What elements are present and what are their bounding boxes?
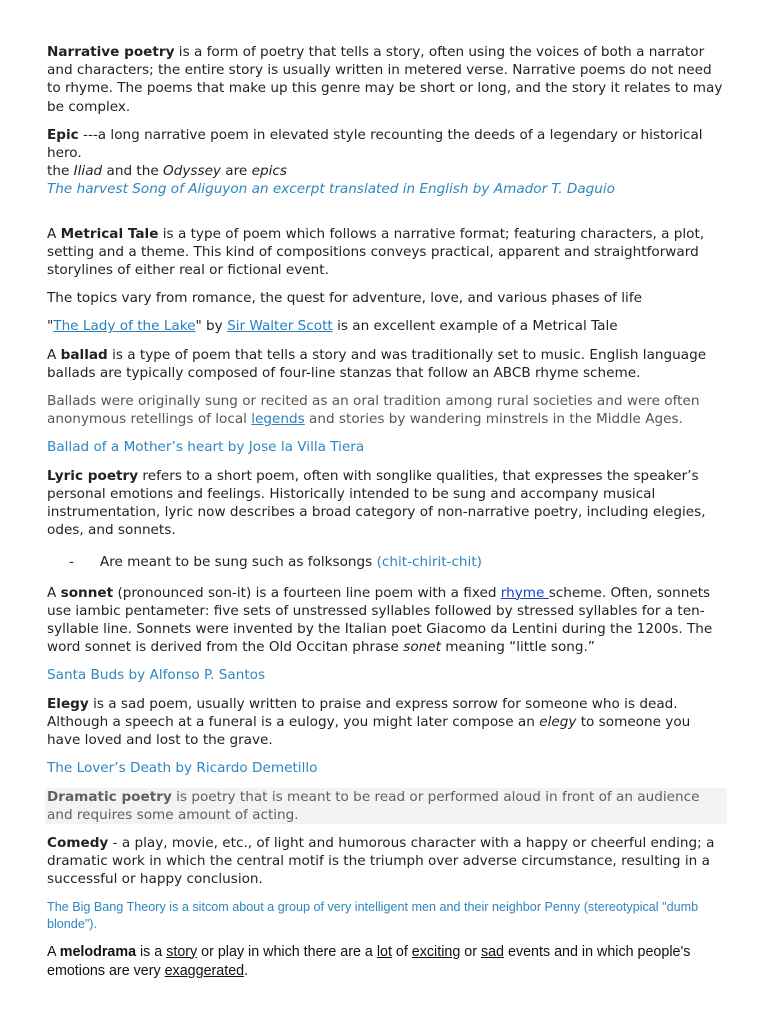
bullet-content [100,553,482,571]
metrical-tale-definition: is a type of poem which follows a narrative format; featuring characters, a plot, setting and a theme. This kind of compositions conveys practical, apparent and straightforward storylines of either real or fictional event. [47,225,705,279]
epic-example-text: The harvest Song of Aliguyon an excerpt translated in English by Amador T. Daguio [47,181,615,198]
epics-word: epics [251,163,287,180]
metrical-example-tail: is an excellent example of a Metrical Tale [332,318,618,335]
odyssey-title: Odyssey [163,163,221,180]
epic-paragraph [47,126,727,162]
iliad-title: Iliad [73,163,103,180]
epic-example-are: are [220,163,252,180]
elegy-paragraph [47,695,727,750]
dramatic-poetry-paragraph [45,788,727,824]
sad-word: sad [480,943,505,960]
story-word: story [166,943,198,960]
legends-link[interactable]: legends [251,411,305,428]
epic-section [47,126,727,199]
dramatic-poetry-definition: is poetry that is meant to be read or performed aloud in front of an audience and requires some amount of acting. [47,788,700,823]
metrical-example [47,317,727,335]
lyric-poetry-term: Lyric poetry [47,467,139,484]
lyric-poetry-definition: refers to a short poem, often with songlike qualities, that expresses the speaker’s personal emotions and feelings. Historically intended to be sung and accompany musical instrumentation, lyric now describes a broad category of non-narrative poetry, including elegies, odes, and sonnets. [47,467,706,539]
melodrama-text-4: or [460,943,481,960]
epic-definition: ---a long narrative poem in elevated style recounting the deeds of a legendary or historical hero. [47,126,703,162]
ballad-term: ballad [60,346,108,363]
quote-open: " [47,318,54,335]
elegy-example: The Lover’s Death by Ricardo Demetillo [47,760,318,777]
quote-close-by: " by [195,318,228,335]
exciting-word: exciting [411,943,461,960]
melodrama-text-2: or play in which there are a [197,943,377,960]
comedy-definition: - a play, movie, etc., of light and humorous character with a happy or cheerful ending; a dramatic work in which the central motif is the triumph over adverse circumstance, resulting in a successful or happy conclusion. [47,834,715,888]
dramatic-poetry-term: Dramatic poetry [47,788,172,805]
narrative-poetry-paragraph [47,43,727,116]
elegy-word: elegy [539,713,577,730]
sonnet-term: sonnet [60,584,114,601]
narrative-poetry-definition: is a form of poetry that tells a story, often using the voices of both a narrator and characters; the entire story is usually written in metered verse. Narrative poems do not need to rhyme. The poems that make up this genre may be short or long, and the story it relates to may be complex. [47,44,723,115]
melodrama-text-1: is a [136,943,167,960]
narrative-poetry-term: Narrative poetry [47,44,175,60]
sonnet-paragraph [47,584,727,657]
elegy-term: Elegy [47,695,89,712]
lady-of-the-lake-link[interactable]: The Lady of the Lake [53,318,196,335]
metrical-tale-term: Metrical Tale [60,225,159,242]
epic-example-prefix: the [47,163,74,180]
sonnet-text-2: scheme. Often, sonnets use iambic pentameter: five sets of unstressed syllables followed by stressed syllables for a ten-syllable line. Sonnets were invented by the Italian poet Giacomo da Lentini during the 1200s. The word sonnet is derived from the Old Occitan phrase [47,584,713,656]
melodrama-text-3: of [391,943,412,960]
bullet-example: (chit-chirit-chit) [376,554,482,571]
melodrama-text-5: events and in which people's emotions are very [47,943,691,980]
sir-walter-scott-link[interactable]: Sir Walter Scott [227,318,333,335]
lot-word: lot [376,943,392,960]
melodrama-term: melodrama [59,943,137,960]
sonnet-prefix: A [47,584,61,601]
metrical-tale-paragraph [47,225,727,280]
exaggerated-word: exaggerated [164,963,245,980]
ballad-history-text: Ballads were originally sung or recited as an oral tradition among rural societies and were often anonymous retellings of local [47,393,700,428]
rhyme-link[interactable]: rhyme [500,584,549,601]
ballad-paragraph [47,346,727,382]
sonnet-text-1: (pronounced son-it) is a fourteen line poem with a fixed [113,584,501,601]
metrical-topics: The topics vary from romance, the quest for adventure, love, and various phases of life [47,290,642,307]
elegy-text-2: to someone you have loved and lost to the grave. [47,713,691,749]
melodrama-period: . [244,963,249,980]
sonet-word: sonet [403,639,441,656]
ballad-definition: is a type of poem that tells a story and was traditionally set to music. English language ballads are typically composed of four-line stanzas that follow an ABCB rhyme scheme. [47,346,707,381]
sonnet-text-3: meaning “little song.” [440,639,595,656]
bullet-text: Are meant to be sung such as folksongs [99,554,377,571]
comedy-term: Comedy [47,834,109,851]
comedy-example: The Big Bang Theory is a sitcom about a group of very intelligent men and their neighbor Penny (stereotypical "dumb blonde"). [47,899,699,931]
document-body [47,43,727,982]
sonnet-example: Santa Buds by Alfonso P. Santos [47,667,266,684]
lyric-poetry-paragraph [47,467,727,540]
ballad-prefix: A [47,346,61,363]
epic-term: Epic [47,126,79,143]
ballad-history-tail: and stories by wandering minstrels in the Middle Ages. [304,411,683,428]
elegy-text-1: is a sad poem, usually written to praise and express sorrow for someone who is dead. Although a speech at a funeral is a eulogy, you might later compose an [47,695,678,730]
melodrama-prefix: A [47,943,60,960]
epic-example-and: and the [102,163,164,180]
ballad-example: Ballad of a Mother’s heart by Jose la Villa Tiera [47,439,365,456]
ballad-history-paragraph [47,392,727,428]
epic-example-line [47,162,727,180]
melodrama-paragraph [47,943,727,982]
lyric-bullet-item [47,553,727,571]
comedy-paragraph [47,834,727,889]
metrical-prefix: A [47,225,61,242]
bullet-dash: - [69,554,74,571]
